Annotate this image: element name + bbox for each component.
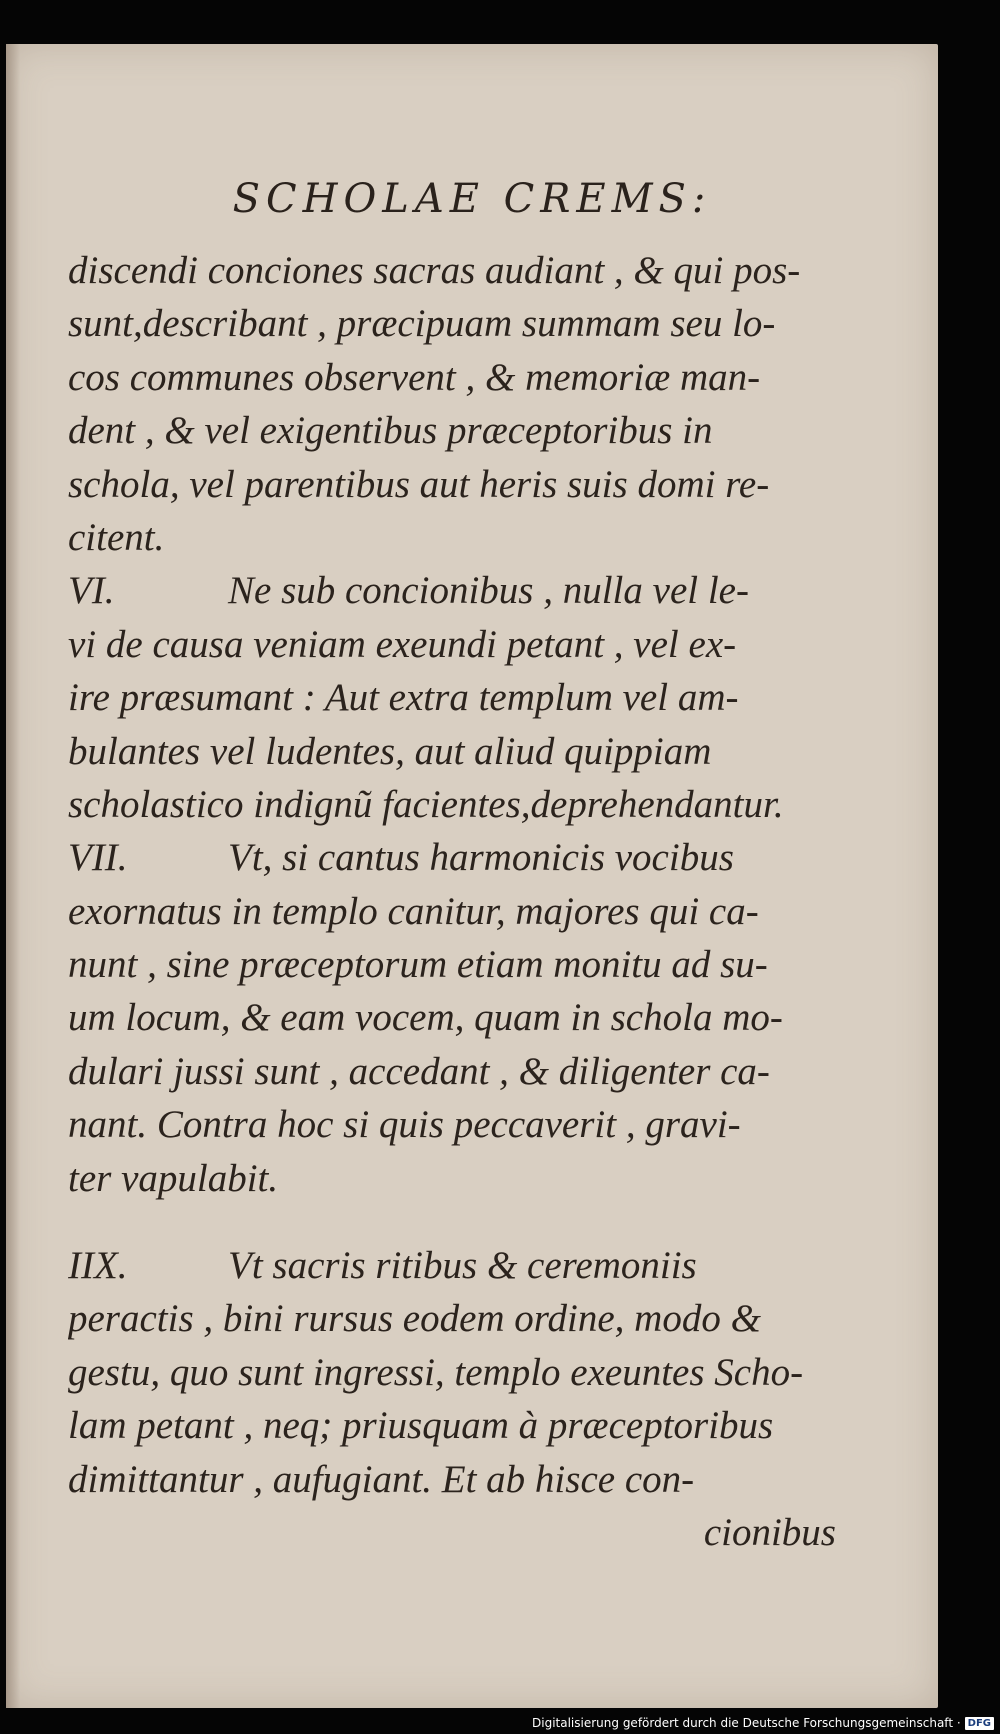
text-line: lam petant , neq; priusquam à præceptoribus (68, 1404, 774, 1448)
text-line: nant. Contra hoc si quis peccaverit , gravi- (68, 1103, 741, 1147)
text-line: scholastico indignũ facientes,deprehendantur. (68, 782, 784, 826)
text-line: dulari jussi sunt , accedant , & diligenter ca- (68, 1049, 770, 1093)
text-line: ter vapulabit. (68, 1156, 279, 1200)
text-line: Ne sub concionibus , nulla vel le- (228, 569, 749, 613)
statute-heading-line (68, 831, 838, 884)
text-line: Vt, si cantus harmonicis vocibus (228, 836, 734, 880)
text-line: schola, vel parentibus aut heris suis domi re- (68, 462, 770, 506)
text-line: gestu, quo sunt ingressi, templo exeuntes Scho- (68, 1350, 804, 1394)
text-line: cos communes observent , & memoriæ man- (68, 355, 761, 399)
text-line: dimittantur , aufugiant. Et ab hisce con- (68, 1457, 695, 1501)
page-edge-shadow (6, 44, 20, 1708)
credit-text: Digitalisierung gefördert durch die Deutsche Forschungsgemeinschaft · (532, 1716, 961, 1730)
text-line: vi de causa veniam exeundi petant , vel ex- (68, 622, 737, 666)
text-line: dent , & vel exigentibus præceptoribus in (68, 409, 713, 453)
statute-heading-line (68, 564, 838, 617)
catchword: cionibus (703, 1510, 836, 1554)
statute-heading-line (68, 1239, 838, 1292)
statute-number: VI. (68, 569, 115, 613)
text-line: bulantes vel ludentes, aut aliud quippiam (68, 729, 712, 773)
book-page (6, 44, 938, 1708)
text-line: peractis , bini rursus eodem ordine, modo & (68, 1297, 761, 1341)
text-line: Vt sacris ritibus & ceremoniis (228, 1244, 697, 1288)
text-line: discendi conciones sacras audiant , & qui pos- (68, 249, 801, 292)
text-line: nunt , sine præceptorum etiam monitu ad su- (68, 943, 768, 987)
text-line: citent. (68, 515, 165, 559)
text-line: exornatus in templo canitur, majores qui ca- (68, 889, 759, 933)
running-head: SCHOLAE CREMS: (232, 176, 712, 222)
text-line: sunt,describant , præcipuam summam seu lo- (68, 302, 776, 346)
text-block (68, 244, 838, 1559)
dfg-logo: DFG (965, 1717, 994, 1730)
text-line: um locum, & eam vocem, quam in schola mo- (68, 996, 783, 1040)
statute-number: VII. (68, 836, 128, 880)
digitization-credit (532, 1716, 994, 1730)
statute-number: IIX. (68, 1244, 128, 1288)
text-line: ire præsumant : Aut extra templum vel am- (68, 676, 739, 720)
paragraph-gap (68, 1205, 838, 1239)
